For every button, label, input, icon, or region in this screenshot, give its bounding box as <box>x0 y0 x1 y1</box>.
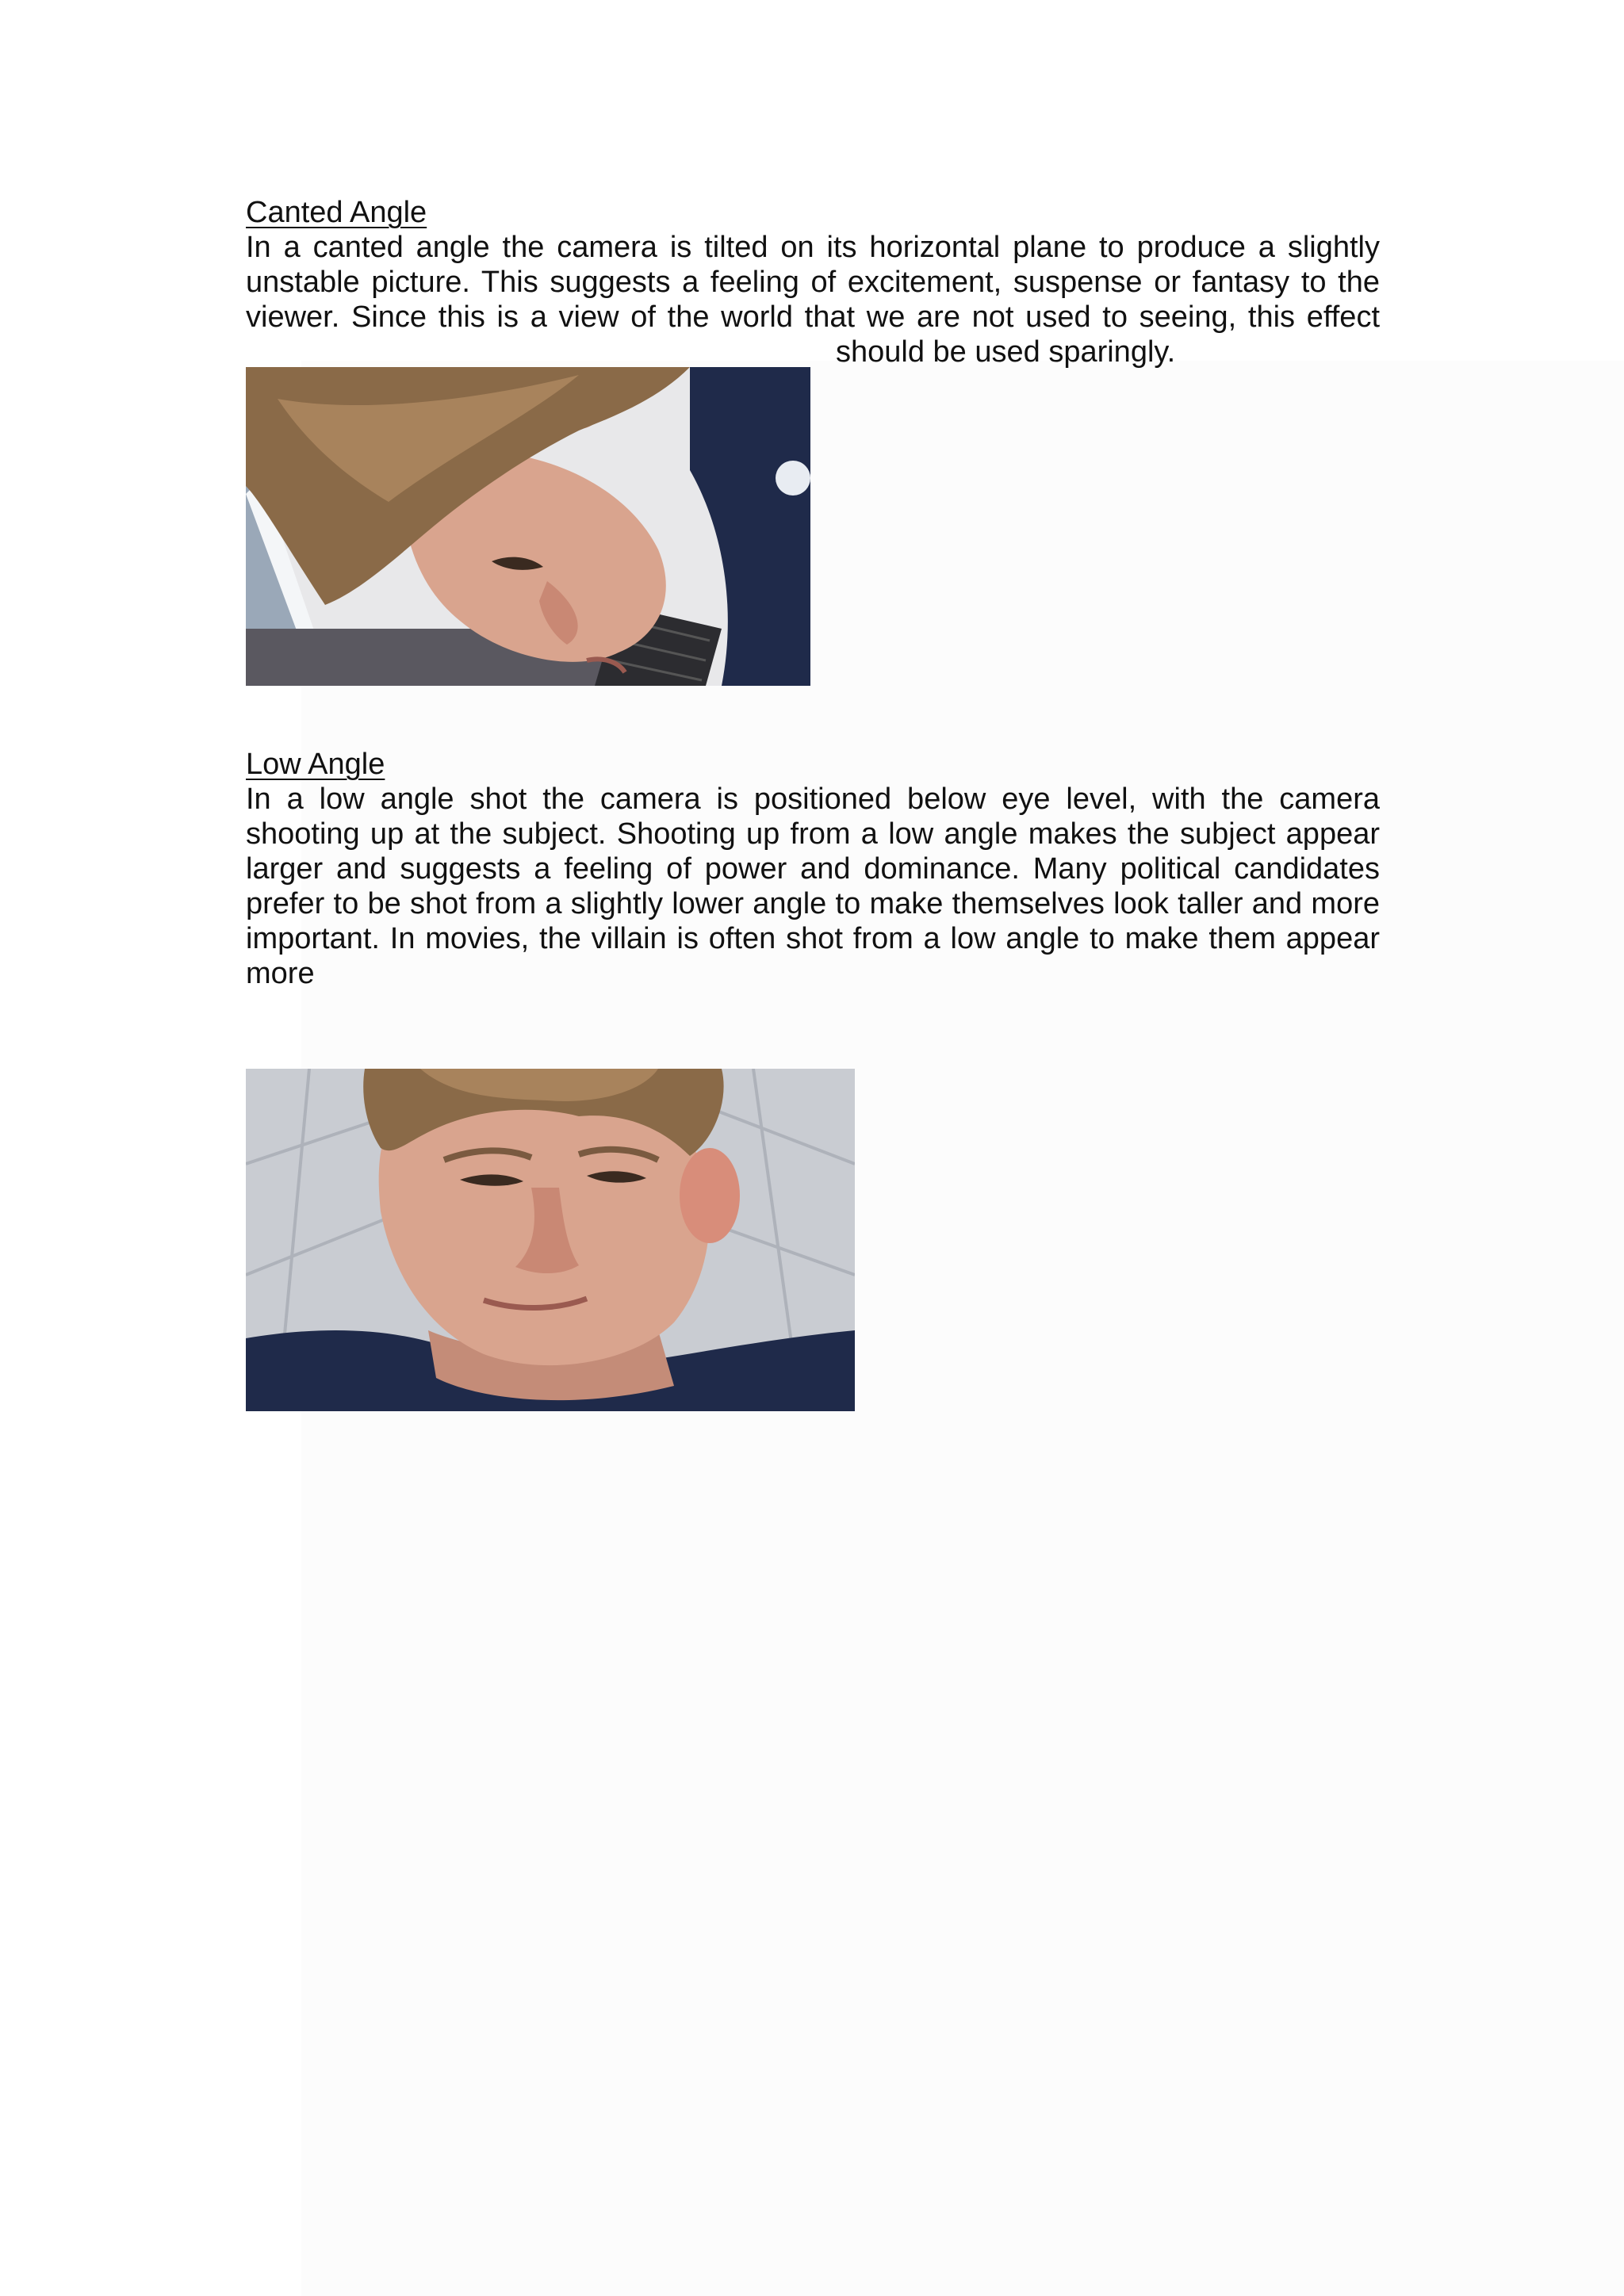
low-angle-photo-art <box>246 1069 855 1411</box>
canted-angle-paragraph: In a canted angle the camera is tilted on its horizontal plane to produce a slightly unstable picture. This suggests a feeling of excitement, suspense or fantasy to the viewer. Since this is a view of the world that we are not used to seeing, this effect <box>246 231 1380 334</box>
canted-angle-photo-art <box>246 367 810 686</box>
canted-angle-heading: Canted Angle <box>246 196 427 229</box>
canted-angle-photo <box>246 367 810 686</box>
low-angle-paragraph: In a low angle shot the camera is positioned below eye level, with the camera shooting up at the subject. Shooting up from a low angle makes the subject appear larger and suggests a feeling of power and dominance. Many political candidates prefer to be shot from a slightly lower angle to make themselves look taller and more important. In movies, the villain is often shot from a low angle to make them appear more <box>246 783 1380 990</box>
low-angle-photo <box>246 1069 855 1411</box>
canted-angle-paragraph-end: should be used sparingly. <box>836 335 1176 369</box>
low-angle-heading: Low Angle <box>246 748 385 781</box>
